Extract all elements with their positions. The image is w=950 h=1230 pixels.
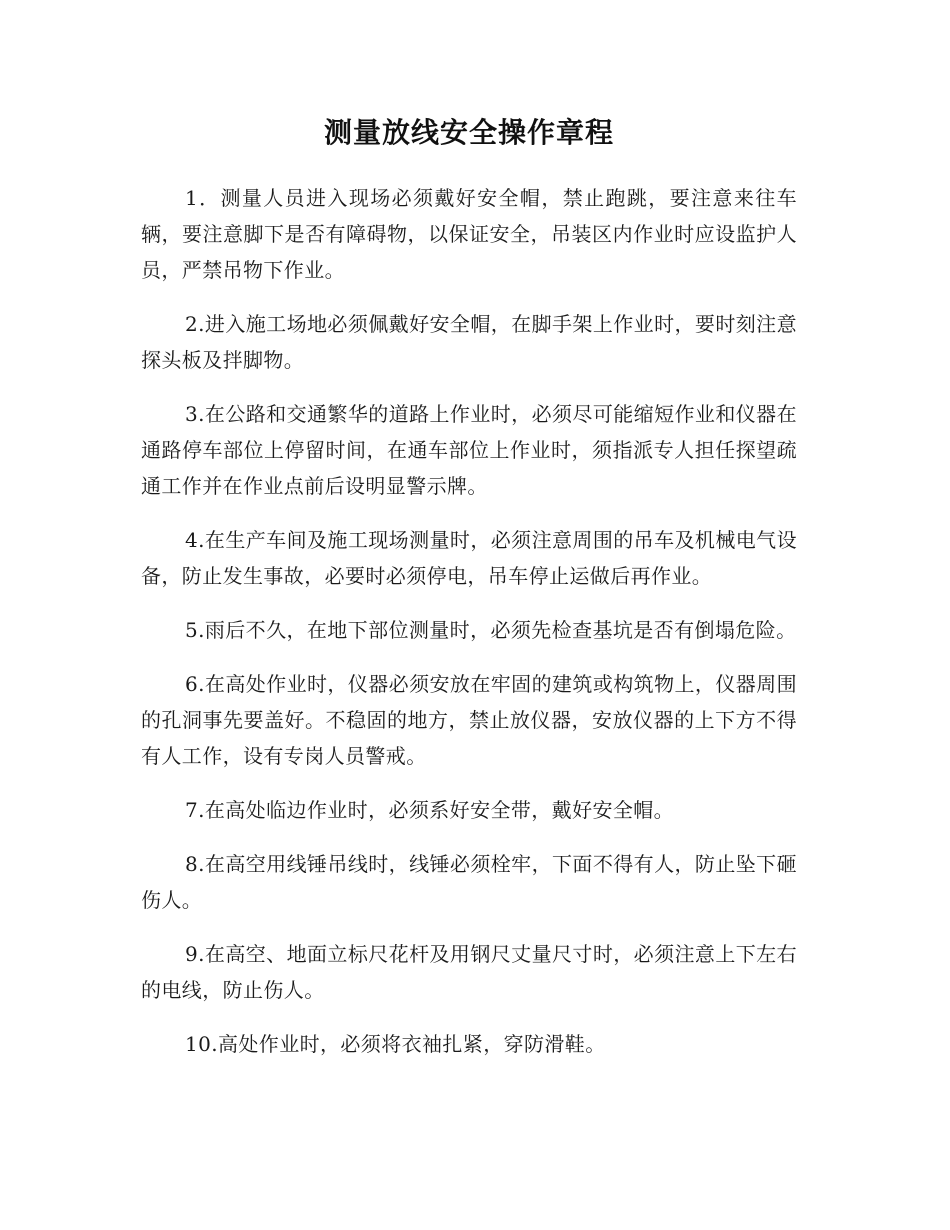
- clause-7: 7.在高处临边作业时，必须系好安全带，戴好安全帽。: [185, 798, 675, 822]
- clause-3: 3.在公路和交通繁华的道路上作业时，必须尽可能缩短作业和仪器在通路停车部位上停留时间，在通车部位上作业时，须指派专人担任探望疏通工作并在作业点前后设明显警示牌。: [141, 402, 797, 498]
- clause-6: 6.在高处作业时，仪器必须安放在牢固的建筑或构筑物上，仪器周围的孔洞事先要盖好。不稳固的地方，禁止放仪器，安放仪器的上下方不得有人工作，设有专岗人员警戒。: [141, 672, 797, 768]
- clause-4: 4.在生产车间及施工现场测量时，必须注意周围的吊车及机械电气设备，防止发生事故，必要时必须停电，吊车停止运做后再作业。: [141, 528, 797, 588]
- clause-10: 10.高处作业时，必须将衣袖扎紧，穿防滑鞋。: [185, 1032, 606, 1056]
- document-title: 测量放线安全操作章程: [323, 116, 614, 149]
- clause-1: 1．测量人员进入现场必须戴好安全帽，禁止跑跳，要注意来往车辆，要注意脚下是否有障碍物，以保证安全，吊装区内作业时应设监护人员，严禁吊物下作业。: [141, 186, 797, 282]
- clause-8: 8.在高空用线锤吊线时，线锤必须栓牢，下面不得有人，防止坠下砸伤人。: [141, 852, 797, 912]
- clause-2: 2.进入施工场地必须佩戴好安全帽，在脚手架上作业时，要时刻注意探头板及拌脚物。: [141, 312, 797, 372]
- document-page: [141, 108, 797, 1080]
- clause-5: 5.雨后不久，在地下部位测量时，必须先检查基坑是否有倒塌危险。: [185, 618, 797, 642]
- clause-9: 9.在高空、地面立标尺花杆及用钢尺丈量尺寸时，必须注意上下左右的电线，防止伤人。: [141, 942, 797, 1002]
